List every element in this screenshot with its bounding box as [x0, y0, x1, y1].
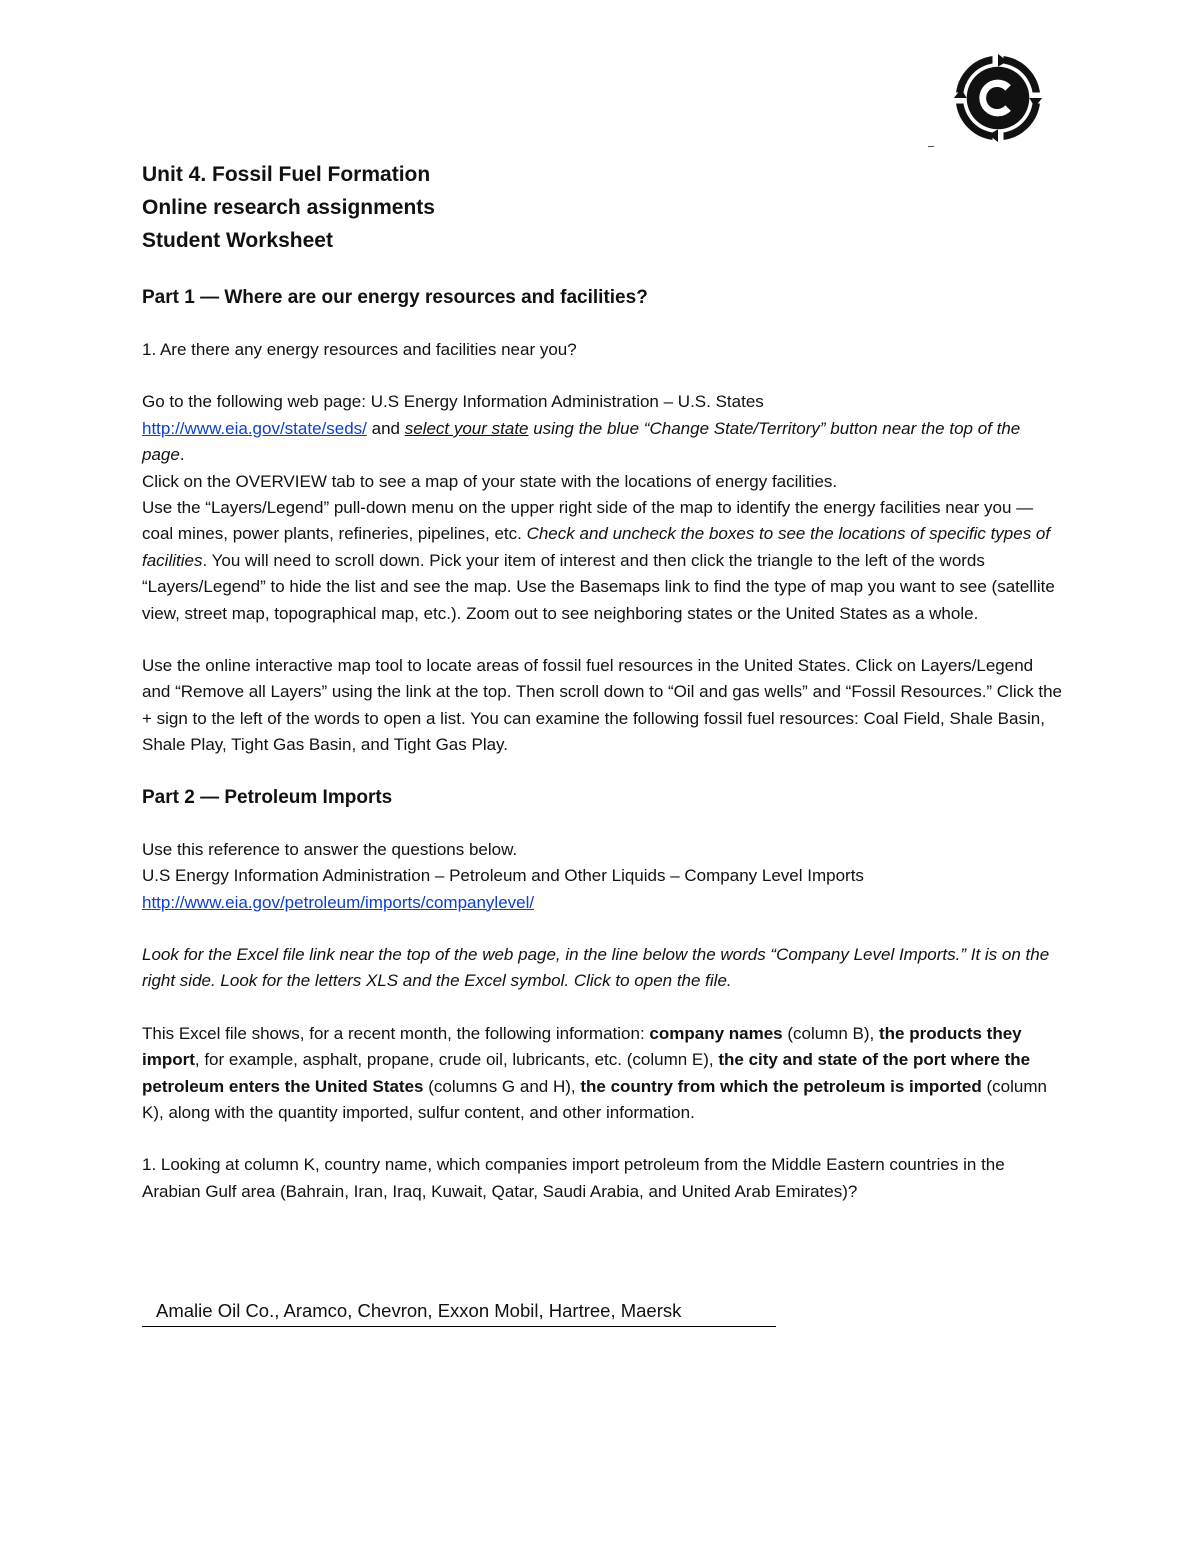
desc-text: (column B), — [782, 1023, 879, 1043]
answer-text: Amalie Oil Co., Aramco, Chevron, Exxon Mobil, Hartree, Maersk — [156, 1300, 682, 1321]
unit-title: Unit 4. Fossil Fuel Formation — [142, 163, 431, 186]
map-tool-text: Use the online interactive map tool to locate areas of fossil fuel resources in the United States. Click on Layers/Legend and “Remove all Layers” using the link at the top. Then scroll down to “Oil and gas wells” and “Fossil Resources.” Click the + sign to the left of the words to open a list. You can examine the following fossil fuel resources: Coal Field, Shale Basin, Shale Play, Tight Gas Basin, and Tight Gas Play. — [142, 656, 1062, 755]
assignment-subtitle: Online research assignments — [142, 196, 435, 219]
goto-text: Go to the following web page: U.S Energy Information Administration – U.S. States — [142, 392, 764, 412]
select-state-text: select your state — [404, 418, 529, 438]
desc-text: (column K), along with the quantity imported, sulfur content, and other information. — [142, 1076, 1047, 1122]
reference-title: U.S Energy Information Administration – Petroleum and Other Liquids – Company Level Imports — [142, 866, 864, 886]
company-level-imports-link[interactable]: http://www.eia.gov/petroleum/imports/companylevel/ — [142, 892, 535, 912]
excel-description — [142, 1021, 1062, 1127]
scroll-text: . You will need to scroll down. Pick your item of interest and then click the triangle to the left of the words “Layers/Legend” to hide the list and see the map. Use the Basemaps link to find the type of map you want to see (satellite view, street map, topographical map, etc.). Zoom out to see neighboring states or the United States as a whole. — [142, 550, 1055, 623]
and-text: and — [366, 418, 405, 438]
worksheet-subtitle: Student Worksheet — [142, 229, 333, 252]
circular-arrows-c-logo-icon — [952, 52, 1044, 144]
part1-question: 1. Are there any energy resources and facilities near you? — [142, 340, 577, 359]
change-state-text: using the blue “Change State/Territory” button near the top of the page — [142, 418, 1021, 465]
period: . — [179, 445, 185, 465]
check-text: Check and uncheck the boxes to see the locations of specific types of facilities — [142, 524, 1051, 570]
desc-bold: the city and state of the port where the petroleum enters the United States — [142, 1050, 1031, 1096]
reference-intro: Use this reference to answer the questions below. — [142, 839, 518, 859]
desc-bold: the country from which the petroleum is imported — [580, 1076, 982, 1096]
desc-bold: company names — [649, 1023, 783, 1043]
desc-text: (columns G and H), — [423, 1076, 581, 1096]
state-seds-link[interactable]: http://www.eia.gov/state/seds/ — [142, 418, 367, 438]
part1-heading: Part 1 — Where are our energy resources and facilities? — [142, 287, 648, 308]
desc-text: This Excel file shows, for a recent month, the following information: — [142, 1023, 650, 1043]
document-body — [142, 158, 1062, 1205]
part2-heading: Part 2 — Petroleum Imports — [142, 786, 393, 808]
overview-text: Click on the OVERVIEW tab to see a map of your state with the locations of energy facilities. — [142, 471, 838, 491]
desc-bold: the products they import — [142, 1023, 1022, 1070]
part1-instructions — [142, 389, 1062, 468]
excel-instructions: Look for the Excel file link near the top of the web page, in the line below the words “Company Level Imports.” It is on the right side. Look for the letters XLS and the Excel symbol. Click to open the file. — [142, 944, 1050, 991]
divider — [928, 146, 934, 147]
desc-text: , for example, asphalt, propane, crude oil, lubricants, etc. (column E), — [194, 1050, 719, 1070]
layers-text: Use the “Layers/Legend” pull-down menu on the upper right side of the map to identify the energy facilities near you — coal mines, power plants, refineries, pipelines, etc. — [142, 498, 1034, 544]
part2-question1: 1. Looking at column K, country name, which companies import petroleum from the Middle Eastern countries in the Arabian Gulf area (Bahrain, Iran, Iraq, Kuwait, Qatar, Saudi Arabia, and United Arab Emirates)? — [142, 1155, 1005, 1201]
layers-paragraph — [142, 495, 1062, 627]
answer-field[interactable] — [142, 1298, 776, 1327]
